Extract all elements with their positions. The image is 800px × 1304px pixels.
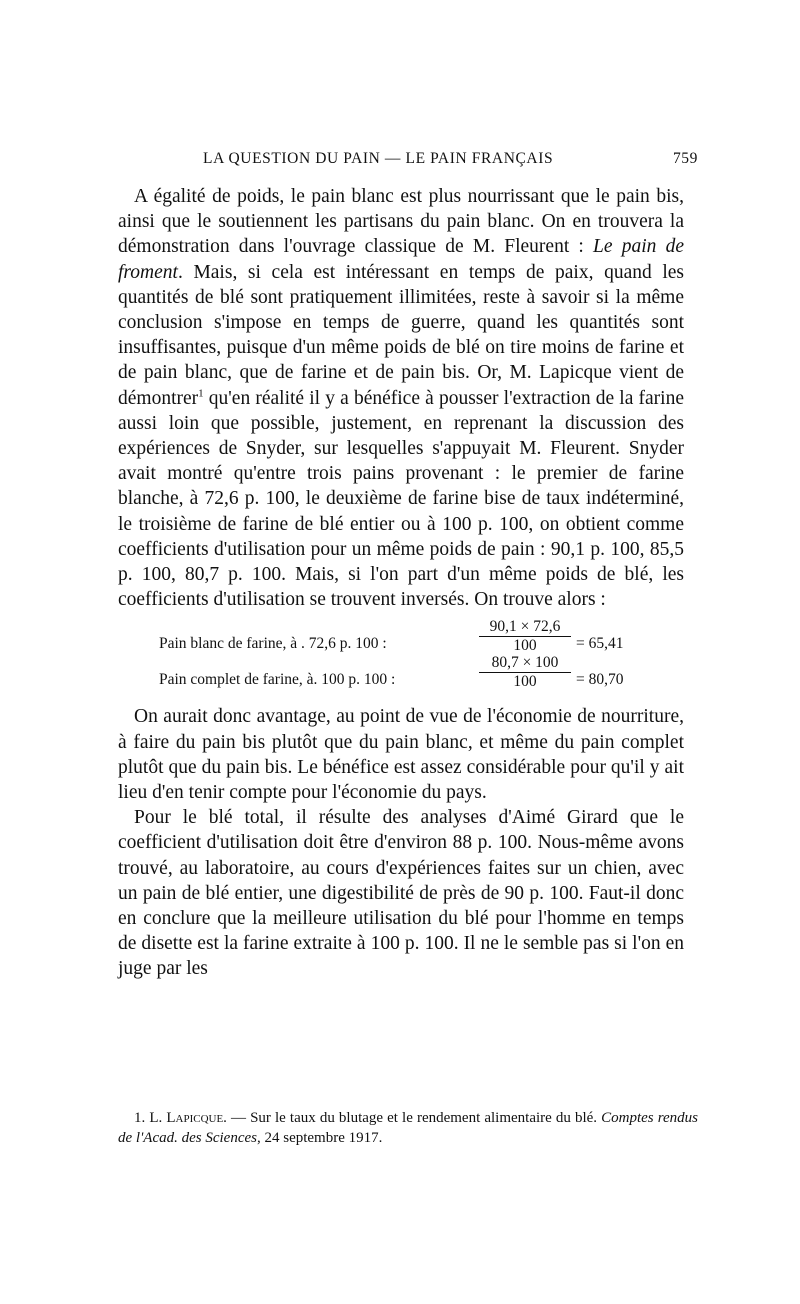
footnote-source: Comptes rendus de l'Acad. des Sciences <box>118 1110 698 1146</box>
footnote-text <box>118 1108 698 1148</box>
paragraph-2: On aurait donc avantage, au point de vue de l'économie de nourriture, à faire du pain bis plutôt que du pain blanc, et même du pain complet plutôt que du pain bis. Le bénéfice est assez considérable pour qu'il y ait lieu d'en tenir compte pour l'économie du pays. <box>118 706 684 804</box>
paragraph-1 <box>118 184 684 612</box>
footnote-number: 1. <box>134 1110 150 1126</box>
running-head-title: LA QUESTION DU PAIN — LE PAIN FRANÇAIS <box>203 150 554 167</box>
fraction-denominator: 100 <box>513 673 537 691</box>
footnote-body: . — Sur le taux du blutage et le rendement alimentaire du blé. <box>223 1110 602 1126</box>
paragraph-1-text-c: qu'en réalité il y a bénéfice à pousser l'extraction de la farine aussi loin que possible, justement, en reprenant la discussion des expériences de Snyder, sur lesquelles s'appuyait M. Fleurent. Snyder avait montré qu'entre trois pains provenant : le premier de farine blanche, à 72,6 p. 100, le deuxième de farine bise de taux indéterminé, le troisième de farine de blé entier ou à 100 p. 100, on obtient comme coefficients d'utilisation pour un même poids de pain : 90,1 p. 100, 85,5 p. 100, 80,7 p. 100. Mais, si l'on part d'un même poids de blé, les coefficients d'utilisation se trouvent inversés. On trouve alors : <box>118 387 684 611</box>
paragraph-3: Pour le blé total, il résulte des analyses d'Aimé Girard que le coefficient d'utilisation doit être d'environ 88 p. 100. Nous-même avons trouvé, au laboratoire, au cours d'expériences faites sur un chien, avec un pain de blé entier, une digestibilité de près de 90 p. 100. Faut-il donc en conclure que la meilleure utilisation du blé pour l'homme en temps de disette est la farine extraite à 100 p. 100. Il ne le semble pas si l'on en juge par les <box>118 807 684 980</box>
fraction <box>479 618 571 654</box>
footnote-author: L. Lapicque <box>149 1110 224 1126</box>
fraction-denominator: 100 <box>513 637 537 655</box>
running-head <box>118 150 710 174</box>
fraction <box>479 654 571 690</box>
formula-label: Pain blanc de farine, à . 72,6 p. 100 : <box>159 635 387 653</box>
footnote <box>118 1108 698 1148</box>
formula-pain-blanc <box>118 618 684 654</box>
paragraph-1-text-a: A égalité de poids, le pain blanc est plus nourrissant que le pain bis, ainsi que le soutiennent les partisans du pain blanc. On en trouvera la démonstration dans l'ouvrage classique de M. Fleurent : <box>118 186 684 258</box>
fraction-numerator: 90,1 × 72,6 <box>479 618 571 637</box>
fraction-numerator: 80,7 × 100 <box>479 654 571 673</box>
footnote-date: , 24 septembre 1917. <box>256 1130 383 1146</box>
page-number: 759 <box>672 150 698 167</box>
formula-result: = 80,70 <box>576 671 624 689</box>
paragraph-1-text-b: . Mais, si cela est intéressant en temps de paix, quand les quantités de blé sont pratiquement illimitées, reste à savoir si la même conclusion s'impose en temps de guerre, quand les quantités sont insuffisantes, puisque d'un même poids de blé on tire moins de farine et de pain blanc, que de farine et de pain bis. Or, M. Lapicque vient de démontrer <box>118 261 684 409</box>
body-text <box>118 184 684 982</box>
book-title: Le pain de froment <box>118 236 684 283</box>
footnote-reference: 1 <box>198 387 204 400</box>
formula-pain-complet <box>118 654 684 690</box>
formula-label: Pain complet de farine, à. 100 p. 100 : <box>159 671 396 689</box>
formula-result: = 65,41 <box>576 635 624 653</box>
